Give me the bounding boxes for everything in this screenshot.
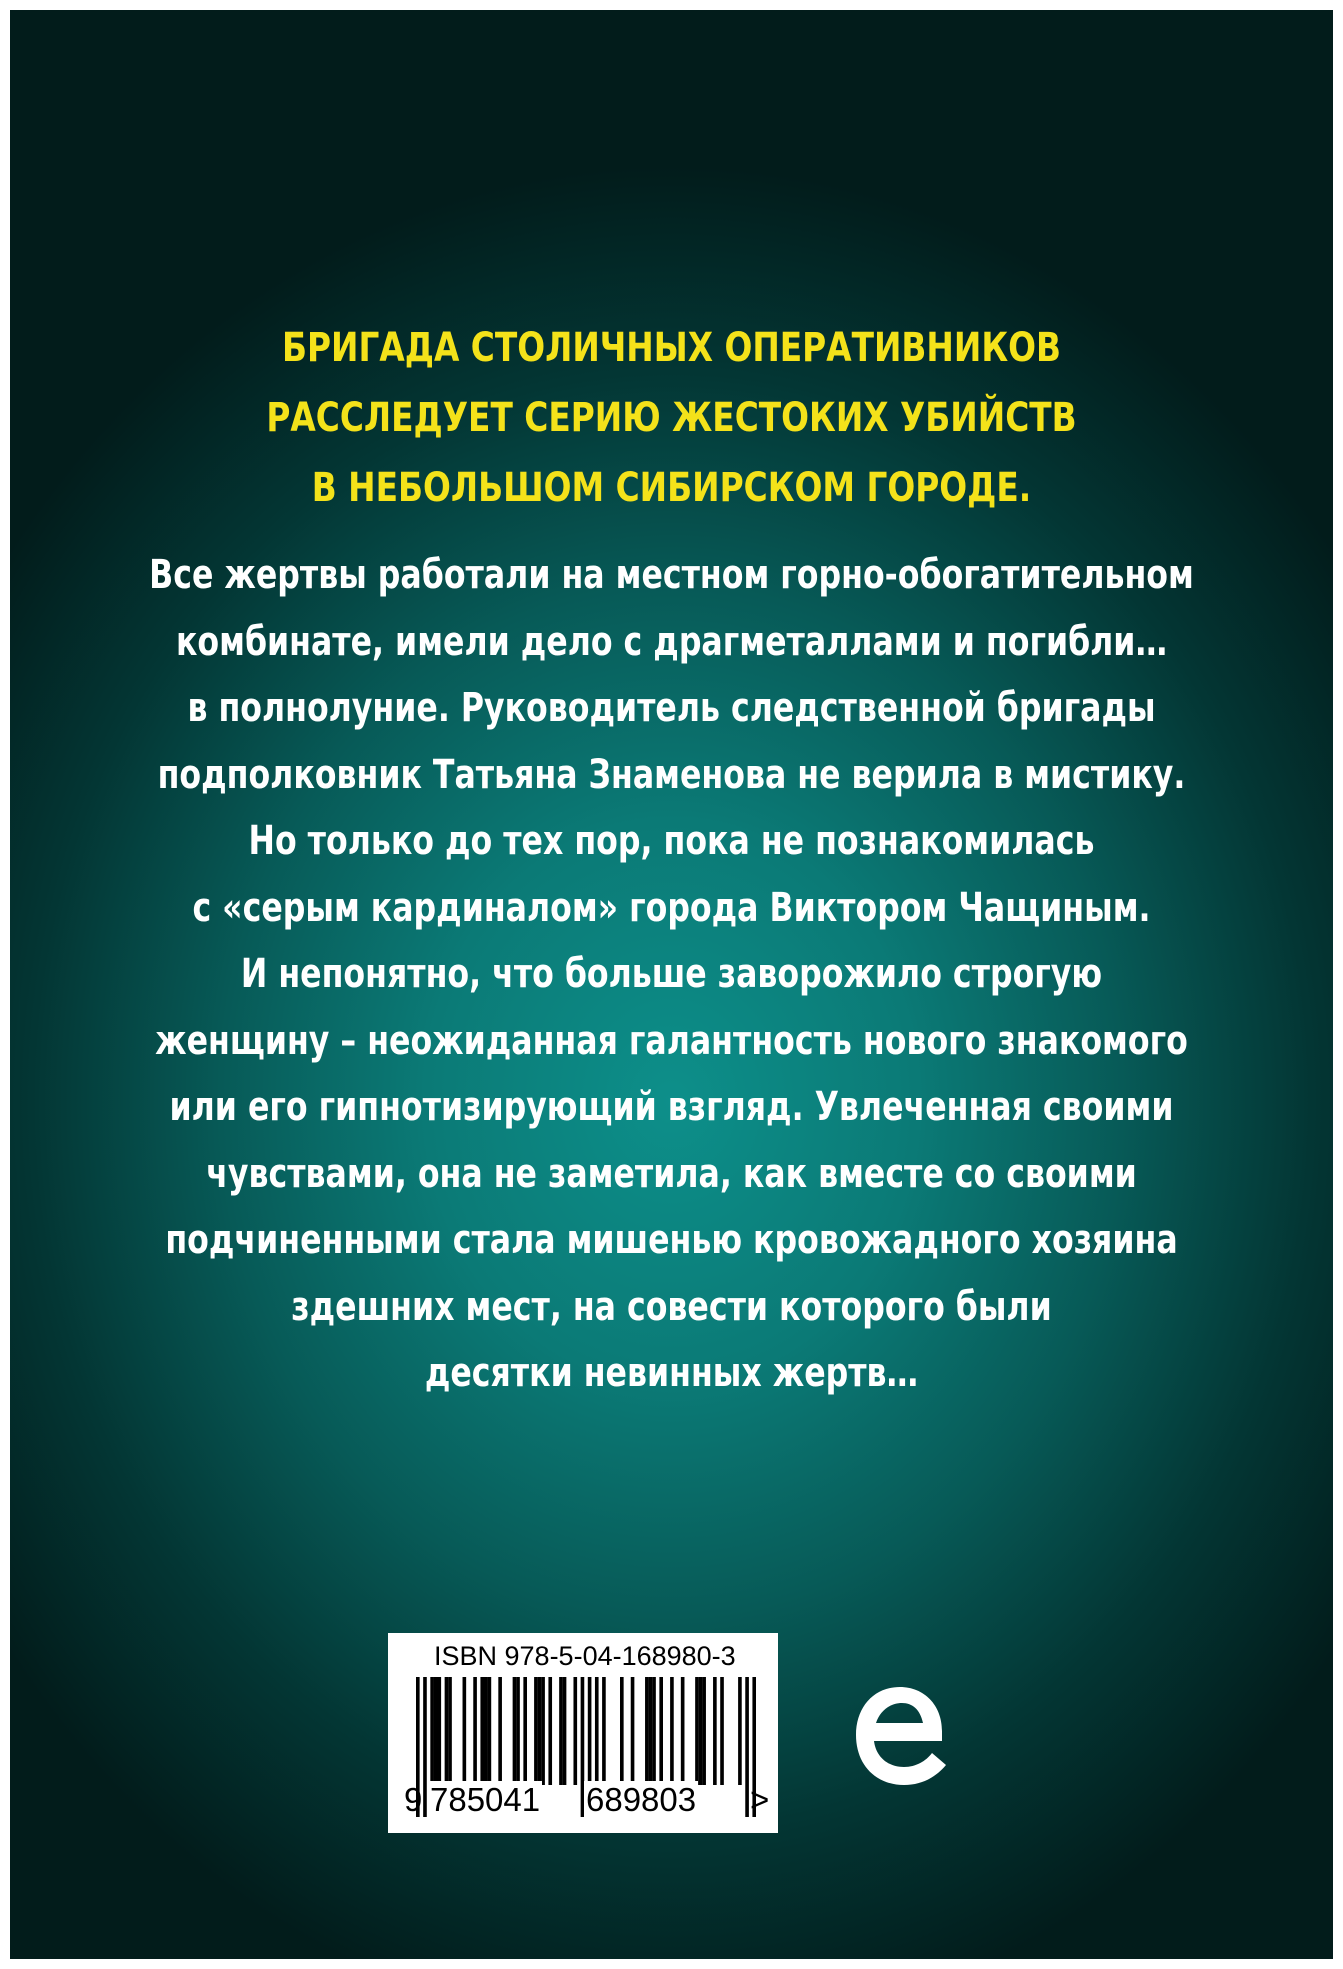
barcode-bar [538, 1677, 542, 1785]
barcode-bar [670, 1677, 674, 1785]
barcode-bar [434, 1677, 438, 1785]
barcode-bar [488, 1677, 492, 1785]
barcode-bar [473, 1677, 477, 1785]
blurb-line: в полнолуние. Руководитель следственной бригады [187, 685, 1156, 731]
barcode-bar [652, 1677, 656, 1785]
barcode-bar [702, 1677, 706, 1785]
blurb-line: Все жертвы работали на местном горно-обогатительном [149, 552, 1194, 598]
barcode-bar [681, 1677, 685, 1785]
blurb-line: женщину – неожиданная галантность нового знакомого [155, 1017, 1188, 1064]
barcode-bar [713, 1677, 717, 1785]
barcode-bar [448, 1677, 452, 1785]
blurb-line: или его гипнотизирующий взгляд. Увлеченная своими [169, 1084, 1174, 1130]
barcode-bar [631, 1677, 635, 1785]
barcode-bar [659, 1677, 663, 1785]
barcode-bar [437, 1677, 441, 1785]
blurb-line: комбинате, имели дело с драгметаллами и погибли… [175, 618, 1168, 665]
barcode-bar [573, 1677, 577, 1785]
barcode-bar [516, 1677, 520, 1785]
barcode-bar [480, 1677, 484, 1785]
barcode-bar [513, 1677, 517, 1785]
headline-line: БРИГАДА СТОЛИЧНЫХ ОПЕРАТИВНИКОВ [281, 325, 1062, 371]
barcode-bar [649, 1677, 653, 1785]
barcode-bar [595, 1677, 599, 1785]
headline-line: РАССЛЕДУЕТ СЕРИЮ ЖЕСТОКИХ УБИЙСТВ [266, 395, 1077, 441]
barcode-bar [720, 1677, 724, 1785]
publisher-e-logo-icon [846, 1675, 956, 1797]
blurb-line: здешних мест, на совести которого были [291, 1283, 1052, 1330]
barcode-bar [738, 1677, 742, 1785]
blurb-text [149, 542, 1194, 1407]
isbn-barcode [388, 1633, 778, 1833]
barcode-digits-right: 689803 [586, 1781, 697, 1818]
headline [129, 313, 1214, 523]
barcode-digits-left: 785041 [430, 1781, 541, 1818]
blurb-line: десятки невинных жертв… [424, 1350, 919, 1396]
barcode-arrow: > [750, 1781, 770, 1818]
barcode-bar [541, 1677, 545, 1785]
barcode-bar [523, 1677, 527, 1785]
barcode-digit-first: 9 [404, 1781, 423, 1818]
barcode-bar [430, 1677, 434, 1785]
barcode-bar [534, 1677, 538, 1785]
barcode-bar [498, 1677, 502, 1785]
blurb-line: подчиненными стала мишенью кровожадного хозяина [165, 1217, 1178, 1263]
barcode-bar [463, 1677, 467, 1785]
barcode-bar [548, 1677, 552, 1785]
blurb-line: с «серым кардиналом» города Виктором Чащиным. [192, 884, 1151, 931]
blurb-line: подполковник Татьяна Знаменова не верила в мистику. [157, 751, 1186, 798]
barcode-bar [563, 1677, 567, 1785]
barcode-bar [620, 1677, 624, 1785]
blurb-line: чувствами, она не заметила, как вместе со своими [206, 1150, 1137, 1197]
barcode-bar [602, 1677, 606, 1785]
barcode-bar [699, 1677, 703, 1785]
book-back-cover [10, 10, 1333, 1959]
headline-line: В НЕБОЛЬШОМ СИБИРСКОМ ГОРОДЕ. [311, 465, 1032, 511]
barcode-bar [645, 1677, 649, 1785]
blurb-line: И непонятно, что больше заворожило строгую [240, 951, 1103, 997]
blurb-line: Но только до тех пор, пока не познакомилась [248, 818, 1095, 864]
barcode-guard-bar [423, 1677, 427, 1817]
barcode-bar [445, 1677, 449, 1785]
barcode-bar [559, 1677, 563, 1785]
barcode-bar [484, 1677, 488, 1785]
barcode-bar [695, 1677, 699, 1785]
isbn-label: ISBN 978-5-04-168980-3 [434, 1641, 736, 1671]
barcode-guard-bar [745, 1677, 749, 1817]
